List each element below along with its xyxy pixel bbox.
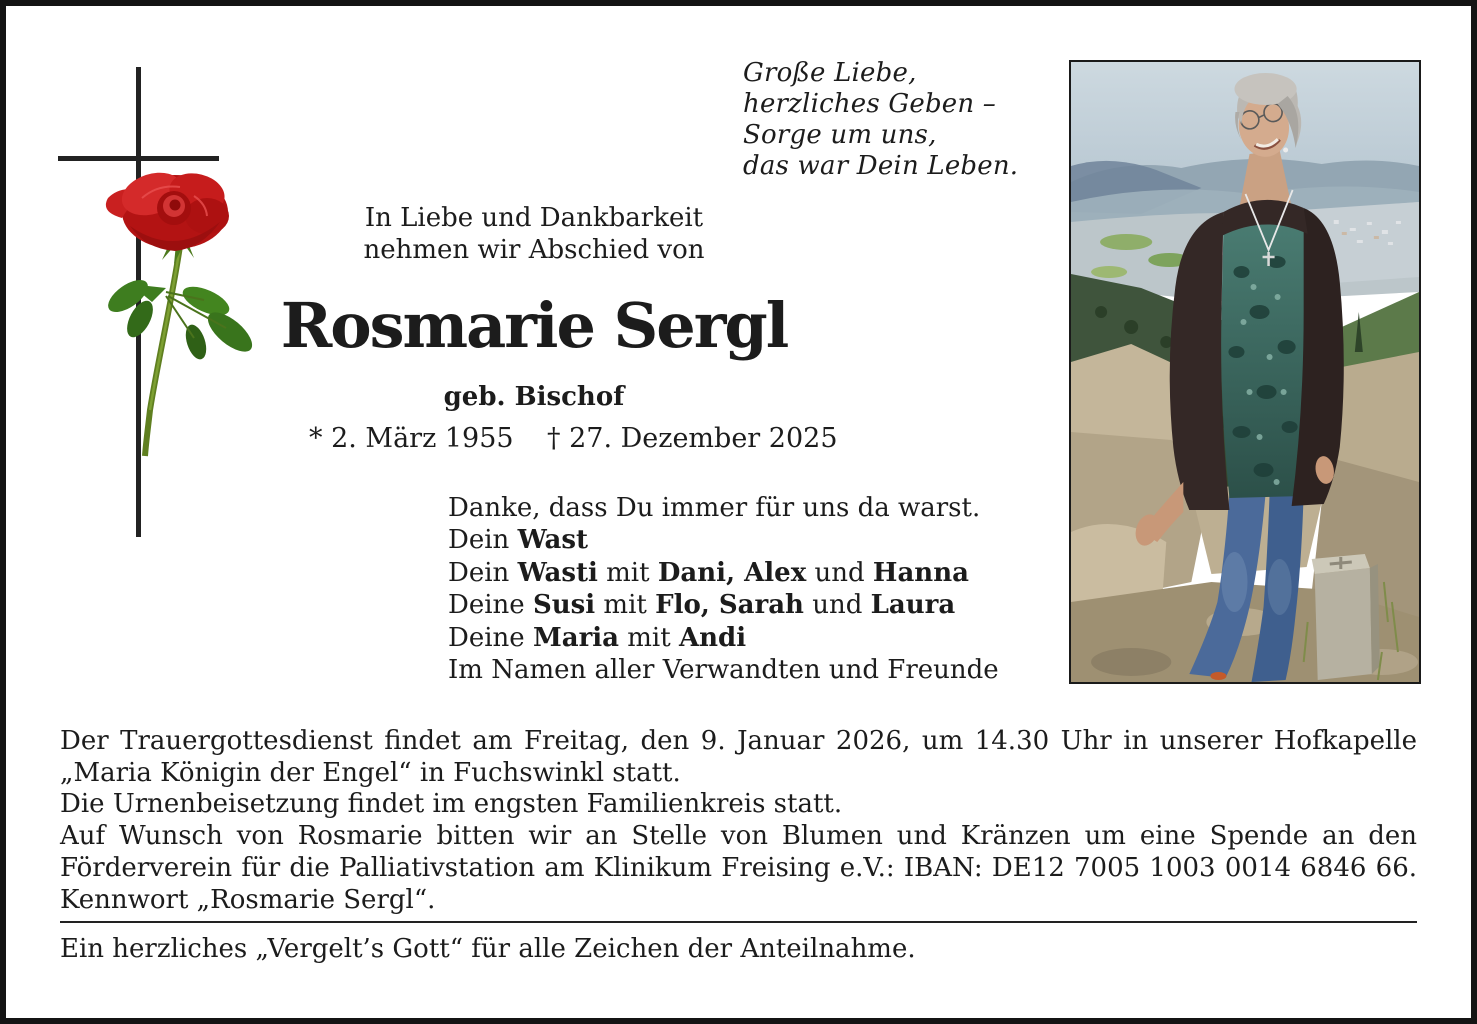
closing-thanks: Ein herzliches „Vergelt’s Gott“ für alle Zeichen der Anteilnahme. xyxy=(60,934,916,965)
family-line: Deine Maria mit Andi xyxy=(448,622,747,653)
poem-line: Sorge um uns, xyxy=(743,120,937,150)
notice-line: Die Urnenbeisetzung findet im engsten Familienkreis statt. xyxy=(60,789,843,820)
notice-line: Der Trauergottesdienst findet am Freitag, den 9. Januar 2026, um 14.30 Uhr in unserer Hofkapelle xyxy=(60,726,1417,756)
family-line: Danke, dass Du immer für uns da warst. xyxy=(448,493,981,523)
family-line: Im Namen aller Verwandten und Freunde xyxy=(448,655,999,686)
poem-line: das war Dein Leben. xyxy=(743,151,1019,181)
maiden-name: geb. Bischof xyxy=(443,382,625,412)
memorial-photo xyxy=(1069,60,1421,684)
notice-paragraph xyxy=(60,789,1417,821)
deceased-name: Rosmarie Sergl xyxy=(280,289,788,362)
rose-icon xyxy=(54,160,264,466)
family-line: Dein Wast xyxy=(448,525,588,556)
farewell-intro xyxy=(234,202,834,266)
notice-line: Förderverein für die Palliativstation am Klinikum Freising e.V.: IBAN: DE12 7005 1003 0014 6846 66. xyxy=(60,852,1417,883)
poem-line: Große Liebe, xyxy=(743,58,917,88)
death-date: † 27. Dezember 2025 xyxy=(547,423,838,454)
rose-head xyxy=(106,165,229,251)
service-notice xyxy=(60,726,1417,966)
birth-date: * 2. März 1955 xyxy=(309,423,514,454)
notice-paragraph xyxy=(60,821,1417,916)
notice-line: „Maria Königin der Engel“ in Fuchswinkl statt. xyxy=(60,757,681,788)
divider-rule xyxy=(60,921,1417,923)
poem-line: herzliches Geben – xyxy=(743,89,996,119)
condolence-poem xyxy=(743,58,1018,182)
farewell-intro-line1: In Liebe und Dankbarkeit xyxy=(364,203,704,233)
notice-line: Kennwort „Rosmarie Sergl“. xyxy=(60,884,436,915)
family-line: Dein Wasti mit Dani, Alex und Hanna xyxy=(448,557,969,588)
family-acknowledgement xyxy=(448,492,999,686)
notice-line: Auf Wunsch von Rosmarie bitten wir an Stelle von Blumen und Kränzen um eine Spende an den xyxy=(60,821,1417,852)
family-line: Deine Susi mit Flo, Sarah und Laura xyxy=(448,590,956,621)
farewell-intro-line2: nehmen wir Abschied von xyxy=(363,235,705,265)
notice-paragraph xyxy=(60,726,1417,789)
notice-paragraphs xyxy=(60,726,1417,916)
